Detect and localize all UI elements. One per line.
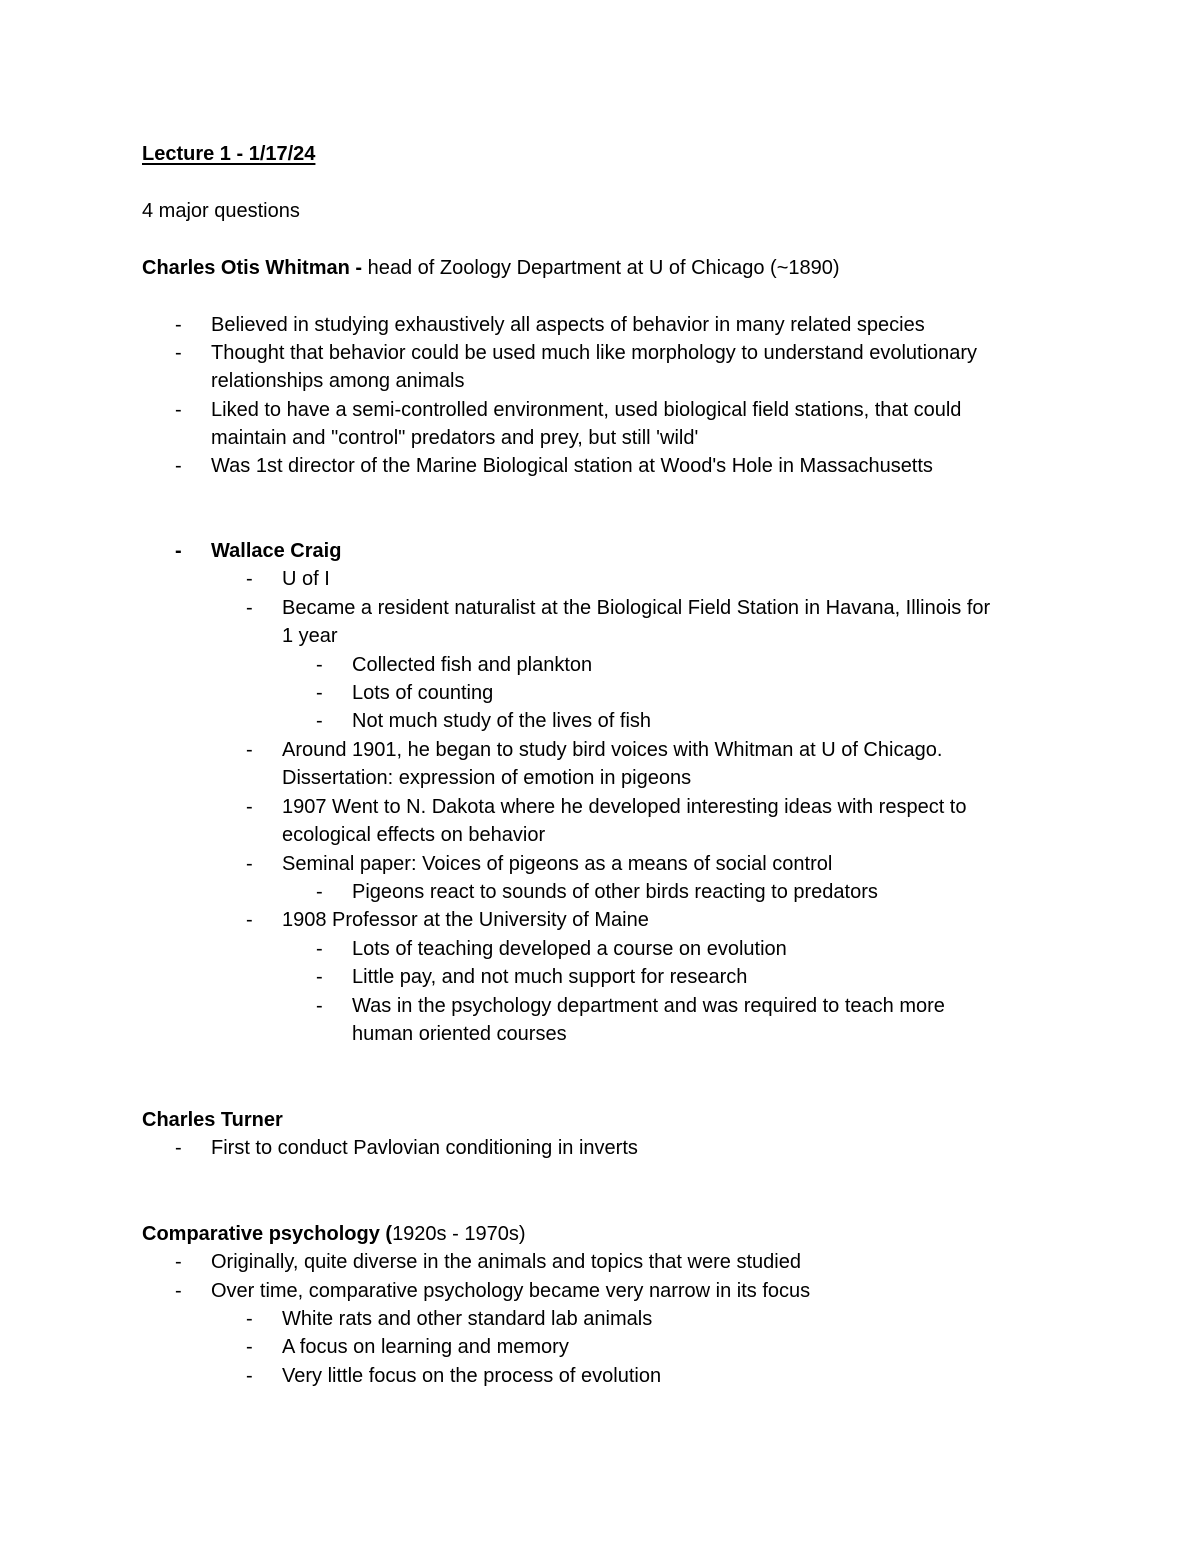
- bullet-dash: -: [316, 938, 323, 960]
- bullet-dash: -: [246, 1336, 253, 1358]
- bullet-dash: -: [246, 1308, 253, 1330]
- whitman-bullet-2: Thought that behavior could be used much like morphology to understand evolutionary: [211, 342, 978, 364]
- bullet-dash: -: [175, 314, 182, 336]
- craig-line: 1 year: [282, 625, 338, 647]
- craig-line: ecological effects on behavior: [282, 824, 546, 846]
- bullet-dash: -: [175, 540, 182, 562]
- comparative-line: Originally, quite diverse in the animals and topics that were studied: [211, 1251, 801, 1273]
- comparative-heading: [142, 1220, 525, 1248]
- bullet-dash: -: [246, 796, 253, 818]
- comparative-dates: 1920s - 1970s): [392, 1223, 526, 1245]
- whitman-desc: head of Zoology Department at U of Chicago (~1890): [367, 257, 840, 279]
- bullet-dash: -: [246, 853, 253, 875]
- bullet-dash: -: [316, 710, 323, 732]
- bullet-dash: -: [175, 342, 182, 364]
- turner-heading: Charles Turner: [142, 1109, 283, 1131]
- whitman-bullet-4: Was 1st director of the Marine Biological station at Wood's Hole in Massachusetts: [211, 455, 933, 477]
- bullet-dash: -: [246, 1365, 253, 1387]
- bullet-dash: -: [246, 739, 253, 761]
- lecture-title: Lecture 1 - 1/17/24: [142, 143, 316, 165]
- craig-line: Seminal paper: Voices of pigeons as a means of social control: [282, 853, 833, 875]
- bullet-dash: -: [246, 909, 253, 931]
- craig-heading: Wallace Craig: [211, 540, 342, 562]
- whitman-name: Charles Otis Whitman -: [142, 257, 368, 279]
- bullet-dash: -: [316, 966, 323, 988]
- whitman-bullet-2-cont: relationships among animals: [211, 370, 465, 392]
- comparative-line: Over time, comparative psychology became very narrow in its focus: [211, 1280, 811, 1302]
- bullet-dash: -: [175, 1280, 182, 1302]
- bullet-dash: -: [175, 1137, 182, 1159]
- whitman-bullet-1: Believed in studying exhaustively all aspects of behavior in many related species: [211, 314, 925, 336]
- whitman-heading: [142, 254, 840, 282]
- subtitle: 4 major questions: [142, 200, 300, 222]
- whitman-bullet-3-cont: maintain and "control" predators and prey, but still 'wild': [211, 427, 699, 449]
- bullet-dash: -: [175, 1251, 182, 1273]
- craig-subline: Little pay, and not much support for research: [352, 966, 748, 988]
- craig-line: Around 1901, he began to study bird voices with Whitman at U of Chicago.: [282, 739, 943, 761]
- craig-subline: Was in the psychology department and was required to teach more: [352, 995, 945, 1017]
- craig-line: U of I: [282, 568, 330, 590]
- bullet-dash: -: [316, 682, 323, 704]
- craig-subline: human oriented courses: [352, 1023, 567, 1045]
- craig-subline: Collected fish and plankton: [352, 654, 593, 676]
- bullet-dash: -: [316, 995, 323, 1017]
- bullet-dash: -: [175, 455, 182, 477]
- comparative-subline: Very little focus on the process of evolution: [282, 1365, 662, 1387]
- craig-subline: Lots of counting: [352, 682, 494, 704]
- craig-subline: Not much study of the lives of fish: [352, 710, 652, 732]
- craig-subline: Pigeons react to sounds of other birds reacting to predators: [352, 881, 878, 903]
- craig-line: Became a resident naturalist at the Biological Field Station in Havana, Illinois for: [282, 597, 991, 619]
- bullet-dash: -: [246, 568, 253, 590]
- comparative-name: Comparative psychology (: [142, 1223, 393, 1245]
- bullet-dash: -: [246, 597, 253, 619]
- craig-line: 1907 Went to N. Dakota where he developed interesting ideas with respect to: [282, 796, 967, 818]
- craig-line: Dissertation: expression of emotion in pigeons: [282, 767, 692, 789]
- comparative-subline: A focus on learning and memory: [282, 1336, 569, 1358]
- comparative-subline: White rats and other standard lab animals: [282, 1308, 653, 1330]
- bullet-dash: -: [175, 399, 182, 421]
- bullet-dash: -: [316, 881, 323, 903]
- craig-line: 1908 Professor at the University of Maine: [282, 909, 649, 931]
- craig-subline: Lots of teaching developed a course on evolution: [352, 938, 787, 960]
- bullet-dash: -: [316, 654, 323, 676]
- whitman-bullet-3: Liked to have a semi-controlled environment, used biological field stations, that could: [211, 399, 962, 421]
- turner-bullet: First to conduct Pavlovian conditioning in inverts: [211, 1137, 638, 1159]
